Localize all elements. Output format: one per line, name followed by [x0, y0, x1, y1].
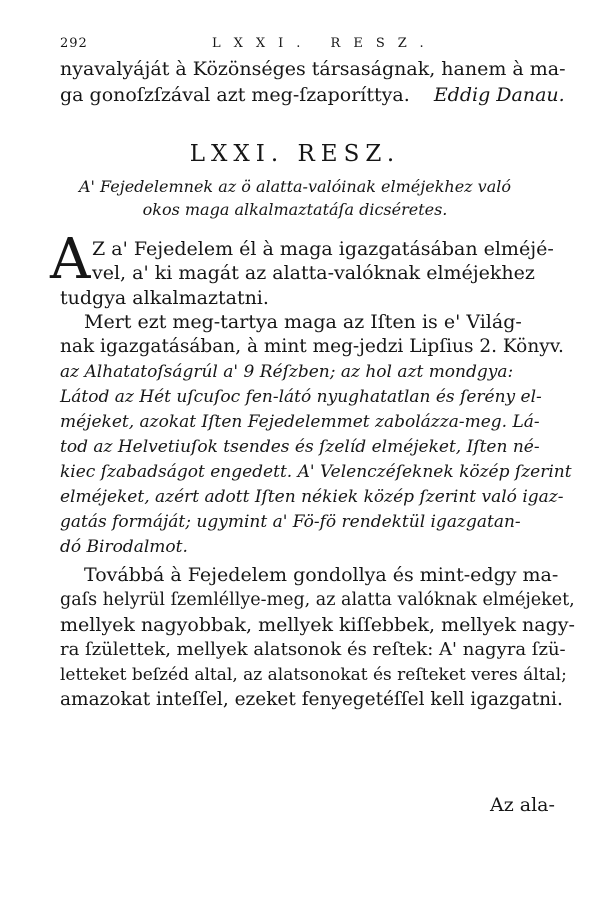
text-line: gaſs helyrül ſzemléllye-meg, az alatta valóknak elméjeket,	[60, 590, 575, 610]
chapter-summary-line: A' Fejedelemnek az ö alatta-valóinak elméjekhez való	[79, 177, 511, 196]
text-line: Mert ezt meg-tartya maga az Iſten is e' Világ-	[84, 311, 522, 333]
text-line: kiec ſzabadságot engedett. A' Velenczéſeknek közép ſzerint	[60, 462, 572, 482]
text-line: ra ſzülettek, mellyek alatsonok és reſtek: A' nagyra ſzü-	[60, 639, 566, 660]
text-line: Továbbá à Fejedelem gondollya és mint-edgy ma-	[84, 564, 559, 586]
catchword: Az ala-	[490, 794, 555, 816]
text-line: amazokat inteſſel, ezeket fenyegetéſſel kell igazgatni.	[60, 689, 563, 710]
text-line: vel, a' ki magát az alatta-valóknak elméjekhez	[92, 262, 535, 284]
text-line: nyavalyáját à Közönséges társaságnak, hanem à ma-	[60, 58, 566, 80]
text-line: gatás formáját; ugymint a' Fö-fö rendektül igazgatan-	[60, 512, 521, 532]
text-line: tudgya alkalmaztatni.	[60, 287, 269, 309]
chapter-heading: LXXI. RESZ.	[189, 141, 401, 167]
text-line: mellyek nagyobbak, mellyek kiſſebbek, mellyek nagy-	[60, 614, 575, 636]
text-line: tod az Helvetiuſok tsendes és ſzelíd elméjeket, Iſten né-	[60, 437, 540, 457]
text-line: Látod az Hét uſcuſoc fen-látó nyughatatlan és ſerény el-	[60, 387, 542, 407]
text-line: méjeket, azokat Iſten Fejedelemmet zabolázza-meg. Lá-	[60, 412, 540, 432]
text-line-italic: Eddig Danau.	[433, 84, 565, 106]
running-head: LXXI. RESZ.	[212, 36, 437, 51]
text-line: az Alhatatoſságrúl a' 9 Réſzben; az hol azt mondgya:	[60, 362, 514, 382]
chapter-summary-line: okos maga alkalmaztatáſa dicséretes.	[142, 200, 448, 219]
text-line: dó Birodalmot.	[60, 537, 188, 557]
text-line-roman: ga gonoſzſzával azt meg-ſzaporíttya.	[60, 84, 410, 106]
text-line: Z a' Fejedelem él à maga igazgatásában elméjé-	[92, 238, 554, 260]
drop-cap: A	[50, 227, 91, 292]
text-line: letteket beſzéd altal, az alatsonokat és reſteket veres által;	[60, 665, 567, 685]
page-number: 292	[60, 36, 88, 51]
text-line: elméjeket, azért adott Iſten nékiek közép ſzerint való igaz-	[60, 487, 564, 507]
text-line	[60, 84, 575, 106]
text-line: nak igazgatásában, à mint meg-jedzi Lipſius 2. Könyv.	[60, 336, 564, 357]
